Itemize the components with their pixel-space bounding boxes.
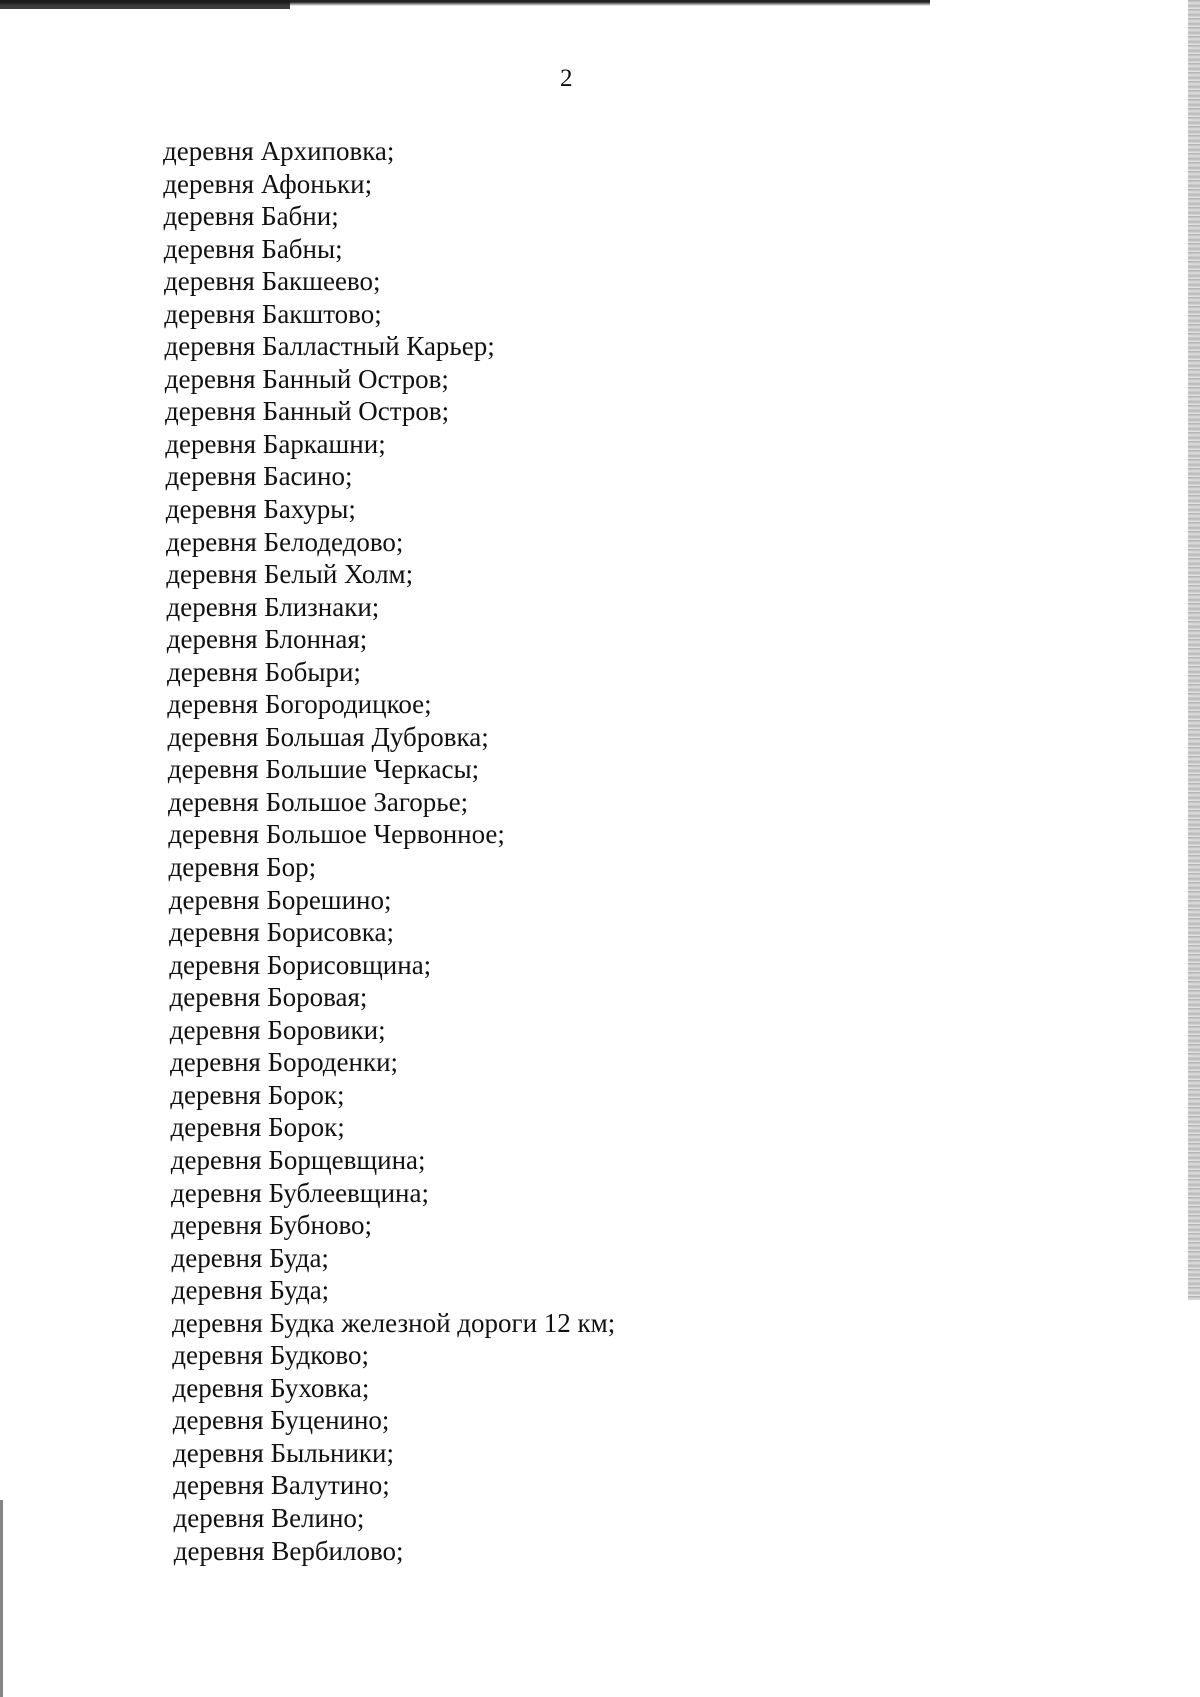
list-item: деревня Баркашни; — [165, 428, 386, 459]
scan-edge-right — [1188, 0, 1200, 1300]
list-item: деревня Бор; — [168, 852, 317, 883]
list-item: деревня Борисовка; — [169, 917, 394, 948]
list-item: деревня Афоньки; — [163, 168, 373, 199]
list-item: деревня Банный Остров; — [165, 396, 450, 427]
list-item: деревня Банный Остров; — [164, 363, 449, 394]
list-item: деревня Борешино; — [168, 884, 392, 915]
list-item: деревня Белый Холм; — [166, 559, 414, 590]
scan-edge-top-left — [0, 0, 290, 9]
list-item: деревня Валутино; — [173, 1470, 390, 1501]
list-item: деревня Бабни; — [163, 201, 339, 232]
list-item: деревня Близнаки; — [166, 591, 380, 622]
list-item: деревня Буценино; — [172, 1405, 390, 1436]
list-item: деревня Бабны; — [163, 233, 343, 264]
list-item: деревня Белодедово; — [166, 526, 404, 557]
list-item: деревня Богородицкое; — [167, 689, 432, 720]
list-item: деревня Большое Червонное; — [168, 819, 505, 850]
list-item: деревня Быльники; — [173, 1437, 394, 1468]
list-item: деревня Бакштово; — [164, 298, 382, 329]
list-item: деревня Борок; — [170, 1112, 345, 1143]
list-item: деревня Бакшеево; — [164, 266, 381, 297]
list-item: деревня Будка железной дороги 12 км; — [172, 1307, 616, 1338]
settlement-list — [163, 135, 1063, 1567]
list-item: деревня Вербилово; — [173, 1535, 404, 1566]
list-item: деревня Бороденки; — [170, 1047, 399, 1078]
list-item: деревня Велино; — [173, 1502, 365, 1533]
list-item: деревня Борисовщина; — [169, 949, 432, 980]
list-item: деревня Буда; — [171, 1275, 330, 1306]
list-item: деревня Большая Дубровка; — [167, 721, 489, 752]
page-number: 2 — [560, 65, 573, 92]
list-item: деревня Буховка; — [172, 1372, 370, 1403]
list-item: деревня Бахуры; — [165, 494, 356, 525]
list-item: деревня Басино; — [165, 461, 353, 492]
list-item: деревня Архиповка; — [163, 136, 395, 166]
list-item: деревня Боровая; — [169, 982, 368, 1013]
list-item: деревня Балластный Карьер; — [164, 331, 495, 362]
list-item: деревня Борщевщина; — [170, 1144, 426, 1175]
scan-edge-left — [0, 1500, 3, 1697]
list-item: деревня Бобыри; — [167, 656, 361, 687]
list-item: деревня Буда; — [171, 1242, 329, 1273]
list-item: деревня Бублеевщина; — [171, 1177, 429, 1208]
list-item: деревня Блонная; — [166, 624, 368, 655]
list-item: деревня Борок; — [170, 1079, 345, 1110]
list-item: деревня Большие Черкасы; — [167, 754, 480, 785]
list-item: деревня Будково; — [172, 1340, 370, 1371]
list-item: деревня Бубново; — [171, 1210, 373, 1241]
list-item: деревня Боровики; — [169, 1014, 386, 1045]
list-item: деревня Большое Загорье; — [168, 786, 469, 817]
